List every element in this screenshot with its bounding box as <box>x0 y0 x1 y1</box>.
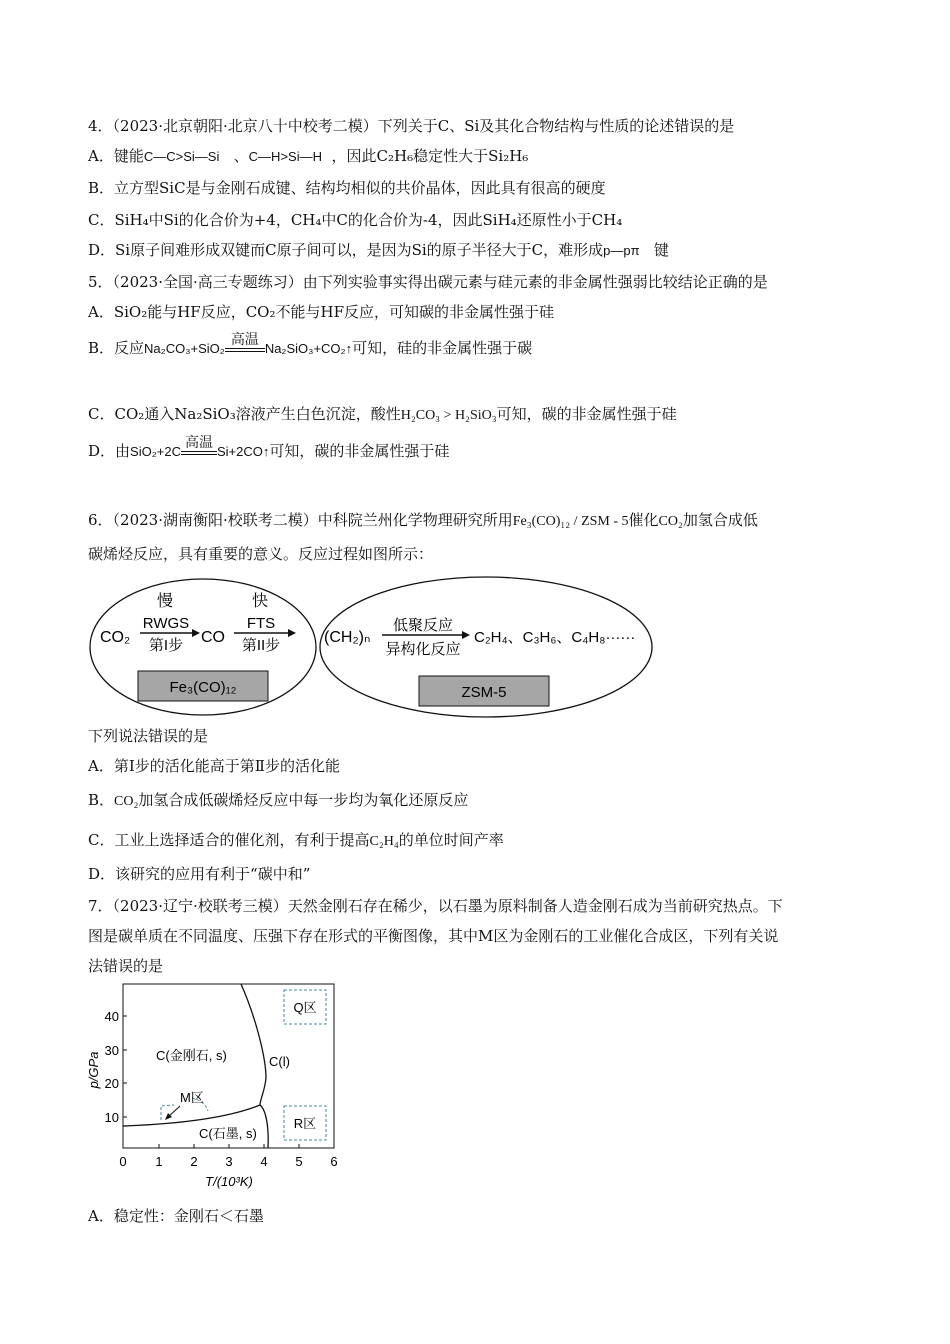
x-tick-2: 2 <box>190 1154 198 1169</box>
y-tick-10: 10 <box>104 1110 119 1125</box>
q6-reaction-diagram <box>88 576 658 724</box>
q4-a-prefix: A．键能 <box>88 147 144 165</box>
label-fast: 快 <box>251 593 269 610</box>
q7-stem-line3: 法错误的是 <box>88 957 164 975</box>
q5-option-c <box>88 404 677 426</box>
label-slow: 慢 <box>156 593 174 610</box>
q5-b-products: Na₂SiO₃+CO₂↑ <box>264 341 353 356</box>
label-liquid-region: C(l) <box>269 1054 290 1069</box>
q4-a-sep: 、 <box>233 147 249 165</box>
x-tick-4: 4 <box>260 1154 268 1169</box>
q5-d-reactants: SiO₂+2C <box>130 444 181 459</box>
q4-a-bond1: C—C>Si—Si <box>143 149 220 164</box>
graphite-diamond-boundary <box>123 1105 260 1126</box>
label-co2: CO₂ <box>100 629 131 646</box>
q4-option-c: C．SiH₄中Si的化合价为+4，CH₄中C的化合价为-4，因此SiH₄还原性小于CH₄ <box>88 211 623 229</box>
arrow-step2 <box>288 629 296 637</box>
q6-c-prefix: C．工业上选择适合的催化剂，有利于提高 <box>88 831 370 849</box>
q5-d-prefix: D．由 <box>88 442 131 460</box>
q7-stem-line1: 7．（2023·辽宁·校联考三模）天然金刚石存在稀少，以石墨为原料制备人造金刚石成为当前研究热点。下 <box>88 897 783 915</box>
y-axis-label: p/GPa <box>86 1051 101 1089</box>
label-co: CO <box>201 629 225 646</box>
q6-catalyst-formula: Fe₃(CO)₁₂ / ZSM - 5 <box>512 514 629 529</box>
q6-option-b <box>88 790 468 812</box>
arrow-step1 <box>192 629 200 637</box>
q6-stem-mid: 催化 <box>628 511 659 529</box>
x-tick-6: 6 <box>330 1154 338 1169</box>
q4-a-bond2: C—H>Si—H <box>248 149 322 164</box>
q4-stem: 4．（2023·北京朝阳·北京八十中校考二模）下列关于C、Si及其化合物结构与性质的论述错误的是 <box>88 117 735 135</box>
q4-d-prefix: D．Si原子间难形成双键而C原子间可以，是因为Si的原子半径大于C，难形成 <box>88 241 604 259</box>
q6-b-prefix: B． <box>88 791 115 809</box>
label-m-zone: M区 <box>180 1090 204 1105</box>
q5-c-acids: H₂CO₃ > H₂SiO₃ <box>400 408 497 423</box>
q7-stem-line2: 图是碳单质在不同温度、压强下存在形式的平衡图像，其中M区为金刚石的工业催化合成区，下列有关说 <box>88 927 779 945</box>
q4-option-a <box>88 146 528 167</box>
q5-stem: 5．（2023·全国·高三专题练习）由下列实验事实得出碳元素与硅元素的非金属性强弱比较结论正确的是 <box>88 273 768 291</box>
diamond-liquid-boundary <box>241 984 266 1105</box>
label-isomerization: 异构化反应 <box>385 641 461 658</box>
q4-d-suffix: 键 <box>653 241 669 259</box>
label-ch2n: (CH₂)ₙ <box>324 629 371 646</box>
q4-option-b: B．立方型SiC是与金刚石成键、结构均相似的共价晶体，因此具有很高的硬度 <box>88 179 606 197</box>
q6-option-a: A．第Ⅰ步的活化能高于第Ⅱ步的活化能 <box>88 757 340 775</box>
label-graphite-region: C(石墨, s) <box>199 1126 257 1141</box>
q5-d-condition-arrow <box>181 436 217 462</box>
q6-co2-formula: CO₂ <box>658 514 683 529</box>
q5-d-condition: 高温 <box>184 435 213 451</box>
label-step1: 第I步 <box>148 637 184 654</box>
q6-c-ethylene: C₂H₄ <box>369 834 399 849</box>
y-tick-40: 40 <box>104 1009 119 1024</box>
q5-d-suffix: 可知，碳的非金属性强于硅 <box>269 442 450 460</box>
label-catalyst1: Fe₃(CO)₁₂ <box>169 679 237 696</box>
q4-a-suffix: ，因此C₂H₆稳定性大于Si₂H₆ <box>331 147 529 165</box>
y-tick-20: 20 <box>104 1076 119 1091</box>
q7-phase-diagram <box>88 978 358 1196</box>
q6-b-co2: CO₂ <box>114 794 139 809</box>
x-tick-5: 5 <box>295 1154 303 1169</box>
q5-b-condition: 高温 <box>230 332 259 348</box>
q5-option-a: A．SiO₂能与HF反应，CO₂不能与HF反应，可知碳的非金属性强于硅 <box>88 303 554 321</box>
q5-b-suffix: 可知，硅的非金属性强于碳 <box>352 339 533 357</box>
label-fts: FTS <box>246 615 276 632</box>
q5-d-products: Si+2CO↑ <box>216 444 270 459</box>
y-tick-30: 30 <box>104 1043 119 1058</box>
q6-stem-line2: 碳烯烃反应，具有重要的意义。反应过程如图所示： <box>88 545 434 563</box>
q7-option-a: A．稳定性：金刚石＜石墨 <box>88 1207 264 1225</box>
q4-d-bond: p—pπ <box>603 243 640 258</box>
q5-b-condition-arrow <box>225 333 265 359</box>
label-rwgs: RWGS <box>142 615 190 632</box>
q5-option-b <box>88 333 532 359</box>
q6-stem <box>88 510 758 532</box>
q5-c-prefix: C．CO₂通入Na₂SiO₃溶液产生白色沉淀，酸性 <box>88 405 401 423</box>
q5-b-reactants: Na₂CO₃+SiO₂ <box>144 341 225 356</box>
label-r-zone: R区 <box>293 1116 317 1131</box>
x-tick-0: 0 <box>119 1154 127 1169</box>
q5-b-prefix: B．反应 <box>88 339 145 357</box>
x-tick-3: 3 <box>225 1154 233 1169</box>
q5-option-d <box>88 436 449 462</box>
label-step2: 第II步 <box>241 637 281 654</box>
label-diamond-region: C(金刚石, s) <box>156 1048 227 1063</box>
q6-stem-suffix: 加氢合成低 <box>682 511 758 529</box>
label-oligomerization: 低聚反应 <box>392 617 454 634</box>
x-tick-1: 1 <box>155 1154 163 1169</box>
graphite-liquid-boundary <box>260 1105 268 1148</box>
q5-c-suffix: 可知，碳的非金属性强于硅 <box>496 405 677 423</box>
q6-c-suffix: 的单位时间产率 <box>398 831 504 849</box>
q4-option-d <box>88 240 669 261</box>
label-catalyst2: ZSM-5 <box>461 684 507 701</box>
arrow-step3 <box>462 631 470 639</box>
label-products: C₂H₄、C₃H₆、C₄H₈······ <box>474 629 636 646</box>
q6-option-d: D．该研究的应用有利于“碳中和” <box>88 865 311 883</box>
label-q-zone: Q区 <box>293 1000 317 1015</box>
q6-stem-prefix: 6．（2023·湖南衡阳·校联考二模）中科院兰州化学物理研究所用 <box>88 511 513 529</box>
q6-b-suffix: 加氢合成低碳烯烃反应中每一步均为氧化还原反应 <box>138 791 469 809</box>
q6-option-c <box>88 830 504 852</box>
q6-ask: 下列说法错误的是 <box>88 727 209 745</box>
x-axis-label: T/(10³K) <box>205 1174 253 1189</box>
